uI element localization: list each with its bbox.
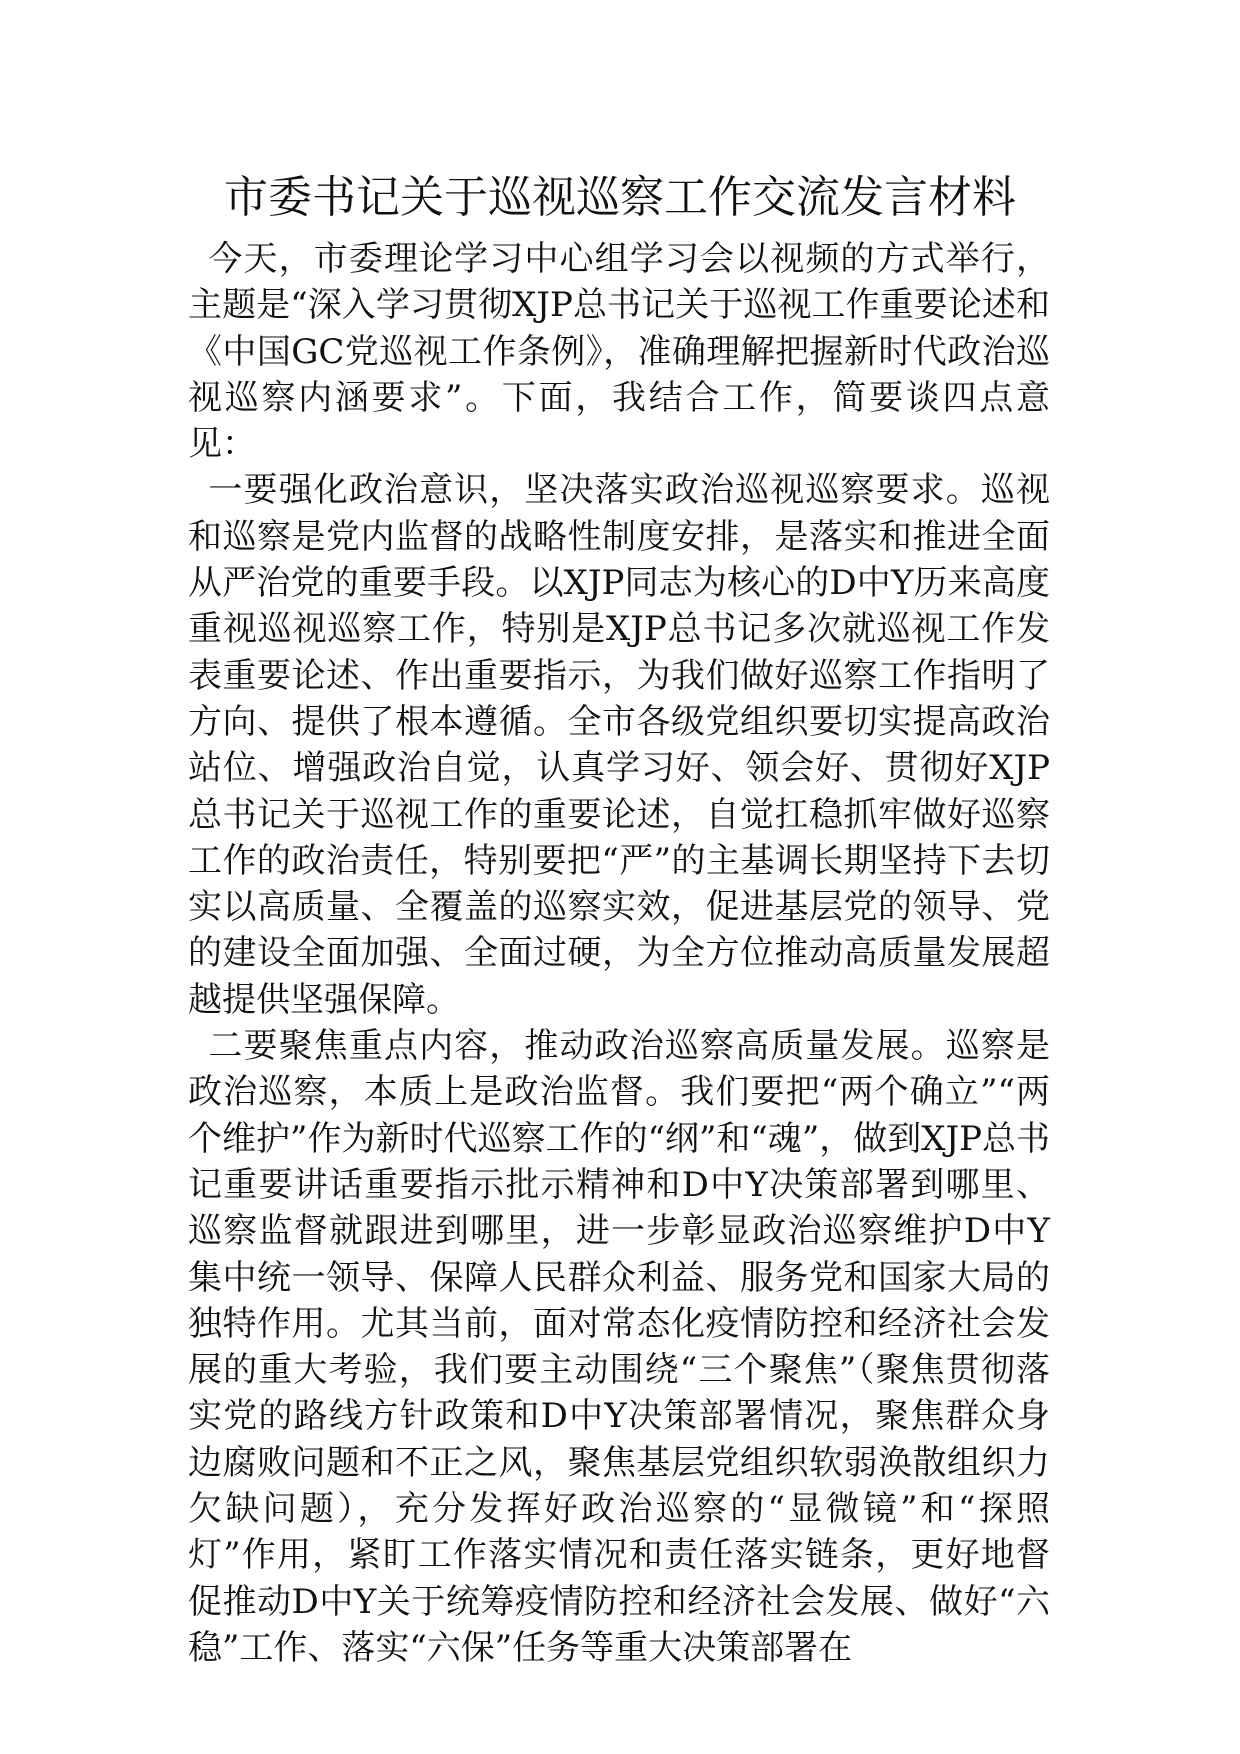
paragraph-intro: 今天，市委理论学习中心组学习会以视频的方式举行，主题是“深入学习贯彻XJP总书记关于巡视工作重要论述和《中国GC党巡视工作条例》，准确理解把握新时代政治巡视巡察内涵要求”。下面，我结合工作，简要谈四点意见： bbox=[188, 239, 1050, 465]
document-title: 市委书记关于巡视巡察工作交流发言材料 bbox=[224, 172, 1016, 223]
document-body bbox=[188, 236, 1050, 1671]
paragraph-point-two: 二要聚焦重点内容，推动政治巡察高质量发展。巡察是政治巡察，本质上是政治监督。我们要把“两个确立”“两个维护”作为新时代巡察工作的“纲”和“魂”，做到XJP总书记重要讲话重要指示批示精神和D中Y决策部署到哪里、巡察监督就跟进到哪里，进一步彰显政治巡察维护D中Y集中统一领导、保障人民群众利益、服务党和国家大局的独特作用。尤其当前，面对常态化疫情防控和经济社会发展的重大考验，我们要主动围绕“三个聚焦”（聚焦贯彻落实党的路线方针政策和D中Y决策部署情况，聚焦群众身边腐败问题和不正之风，聚焦基层党组织软弱涣散组织力欠缺问题），充分发挥好政治巡察的“显微镜”和“探照灯”作用，紧盯工作落实情况和责任落实链条，更好地督促推动D中Y关于统筹疫情防控和经济社会发展、做好“六稳”工作、落实“六保”任务等重大决策部署在 bbox=[188, 1026, 1050, 1668]
paragraph-point-one: 一要强化政治意识，坚决落实政治巡视巡察要求。巡视和巡察是党内监督的战略性制度安排，是落实和推进全面从严治党的重要手段。以XJP同志为核心的D中Y历来高度重视巡视巡察工作，特别是XJP总书记多次就巡视工作发表重要论述、作出重要指示，为我们做好巡察工作指明了方向、提供了根本遵循。全市各级党组织要切实提高政治站位、增强政治自觉，认真学习好、领会好、贯彻好XJP总书记关于巡视工作的重要论述，自觉扛稳抓牢做好巡察工作的政治责任，特别要把“严”的主基调长期坚持下去切实以高质量、全覆盖的巡察实效，促进基层党的领导、党的建设全面加强、全面过硬，为全方位推动高质量发展超越提供坚强保障。 bbox=[188, 470, 1050, 1020]
